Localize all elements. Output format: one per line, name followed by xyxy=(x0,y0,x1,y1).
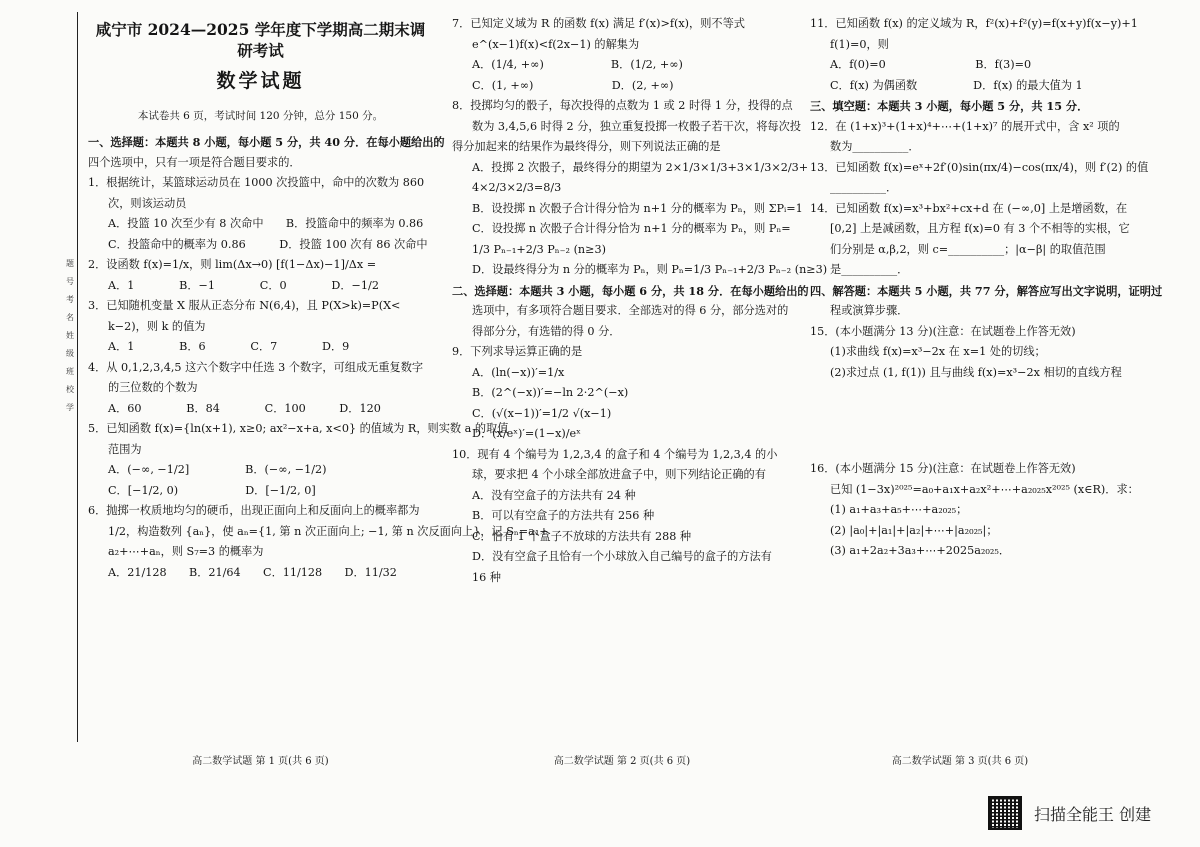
text-line: 5．已知函数 f(x)={ln(x+1), x≥0; ax²−x+a, x<0} 的值域为 R，则实数 a 的取值 xyxy=(88,422,509,435)
text-line: 数为 3,4,5,6 时得 2 分，独立重复投掷一枚骰子若干次，将每次投 xyxy=(472,119,801,133)
scanner-watermark xyxy=(988,796,1151,830)
page-footer-1: 高二数学试题 第 1 页(共 6 页) xyxy=(192,756,329,767)
binding-label: 考 xyxy=(66,295,74,304)
binding-label: 号 xyxy=(66,277,74,286)
text-line: C．设投掷 n 次骰子合计得分恰为 n+1 分的概率为 Pₙ，则 Pₙ= xyxy=(472,222,791,235)
text-line: B．设投掷 n 次骰子合计得分恰为 n+1 分的概率为 Pₙ，则 ΣPᵢ=1 xyxy=(472,201,803,215)
text-line: A．(1/4, +∞) B．(1/2, +∞) xyxy=(472,58,683,71)
text-line: A．(−∞, −1/2] B．(−∞, −1/2) xyxy=(108,463,327,476)
text-line: (3) a₁+2a₂+3a₃+⋯+2025a₂₀₂₅． xyxy=(830,544,1011,557)
text-line: 们分别是 α,β,2，则 c=__________；|α−β| 的取值范围 xyxy=(830,242,1106,256)
text-line: A．1 B．6 C．7 D．9 xyxy=(108,340,350,353)
text-line: 7．已知定义域为 R 的函数 f(x) 满足 f′(x)>f(x)，则不等式 xyxy=(452,17,745,30)
text-line: 次，则该运动员 xyxy=(108,196,187,210)
text-line: C．恰有 1 个盒子不放球的方法共有 288 种 xyxy=(472,529,692,543)
text-line: 三、填空题：本题共 3 小题，每小题 5 分，共 15 分． xyxy=(810,99,1089,113)
text-line: D．没有空盒子且恰有一个小球放入自己编号的盒子的方法有 xyxy=(472,550,772,563)
qr-code-icon xyxy=(988,796,1022,830)
text-line: 范围为 xyxy=(108,442,142,456)
page-2-questions xyxy=(452,14,828,588)
text-line: D．(x/eˣ)′=(1−x)/eˣ xyxy=(472,427,581,440)
text-line: 二、选择题：本题共 3 小题，每小题 6 分，共 18 分．在每小题给出的 xyxy=(452,283,809,298)
page-footer-2: 高二数学试题 第 2 页(共 6 页) xyxy=(553,756,691,767)
exam-title: 咸宁市 2024—2025 学年度下学期高二期末调研考试 xyxy=(95,20,426,60)
text-line: A．f(0)=0 B．f(3)=0 xyxy=(830,58,1032,71)
text-line: 4．从 0,1,2,3,4,5 这六个数字中任选 3 个数字，可组成无重复数字 xyxy=(88,360,424,374)
text-line: 四、解答题：本题共 5 小题，共 77 分，解答应写出文字说明，证明过 xyxy=(810,283,1163,298)
column-page-3 xyxy=(810,14,1190,562)
binding-label: 题 xyxy=(66,259,74,268)
text-line: 13．已知函数 f(x)=eˣ+2f′(0)sin(πx/4)−cos(πx/4)，则 f′(2) 的值 xyxy=(810,160,1149,174)
text-line: 1/2，构造数列 {aₙ}，使 aₙ={1, 第 n 次正面向上; −1, 第 n 次反面向上}，记 Sₙ=a₁+ xyxy=(108,524,549,538)
text-line: 已知 (1−3x)²⁰²⁵=a₀+a₁x+a₂x²+⋯+a₂₀₂₅x²⁰²⁵ (x∈R)．求： xyxy=(830,482,1139,496)
page-3-question-16 xyxy=(810,459,1190,562)
text-line: A．(ln(−x))′=1/x xyxy=(472,365,565,379)
text-line: 球，要求把 4 个小球全部放进盒子中，则下列结论正确的有 xyxy=(472,468,766,481)
text-line: a₂+⋯+aₙ，则 S₇=3 的概率为 xyxy=(108,545,264,558)
text-line: 1．根据统计，某篮球运动员在 1000 次投篮中，命中的次数为 860 xyxy=(88,176,425,189)
text-line: 选项中，有多项符合题目要求．全部选对的得 6 分，部分选对的 xyxy=(472,304,789,317)
binding-label: 级 xyxy=(66,349,74,358)
text-line: 16．(本小题满分 15 分)(注意：在试题卷上作答无效) xyxy=(810,462,1076,475)
text-line: e^(x−1)f(x)<f(2x−1) 的解集为 xyxy=(472,37,640,51)
text-line: 6．抛掷一枚质地均匀的硬币，出现正面向上和反面向上的概率都为 xyxy=(88,504,420,517)
page-footer-3: 高二数学试题 第 3 页(共 6 页) xyxy=(891,756,1029,767)
text-line: A．60 B．84 C．100 D．120 xyxy=(108,401,381,415)
text-line: (2)求过点 (1, f(1)) 且与曲线 f(x)=x³−2x 相切的直线方程 xyxy=(830,365,1122,379)
text-line: C．(1, +∞) D．(2, +∞) xyxy=(472,78,674,92)
text-line: k−2)，则 k 的值为 xyxy=(108,319,206,333)
text-line: f(1)=0，则 xyxy=(830,37,889,51)
subject-title: 数学试题 xyxy=(216,70,305,92)
text-line: B．可以有空盒子的方法共有 256 种 xyxy=(472,509,655,522)
text-line: 11．已知函数 f(x) 的定义域为 R，f²(x)+f²(y)=f(x+y)f(x−y)+1 xyxy=(810,17,1138,30)
text-line: (1)求曲线 f(x)=x³−2x 在 x=1 处的切线； xyxy=(830,345,1046,358)
text-line: C．投篮命中的概率为 0.86 D．投篮 100 次有 86 次命中 xyxy=(108,237,428,251)
page-3-questions xyxy=(810,14,1190,383)
text-line: (2) |a₀|+|a₁|+|a₂|+⋯+|a₂₀₂₅|； xyxy=(830,523,998,537)
text-line: A．21/128 B．21/64 C．11/128 D．11/32 xyxy=(108,565,397,579)
binding-label: 班 xyxy=(66,367,74,376)
text-line: 8．投掷均匀的骰子，每次投得的点数为 1 或 2 时得 1 分，投得的点 xyxy=(452,99,793,112)
column-page-2 xyxy=(452,14,828,588)
text-line: 的三位数的个数为 xyxy=(108,381,198,394)
text-line: C．[−1/2, 0) D．[−1/2, 0] xyxy=(108,483,316,497)
text-line: A．投掷 2 次骰子，最终得分的期望为 2×1/3×1/3+3×1/3×2/3+ xyxy=(472,160,809,174)
text-line: C．(√(x−1))′=1/2 √(x−1) xyxy=(472,406,612,420)
brand-text: 扫描全能王 创建 xyxy=(1034,804,1152,824)
exam-info: 本试卷共 6 页，考试时间 120 分钟，总分 150 分。 xyxy=(137,109,384,122)
text-line: (1) a₁+a₃+a₅+⋯+a₂₀₂₅； xyxy=(830,503,968,516)
text-line: 1/3 Pₙ₋₁+2/3 Pₙ₋₂ (n≥3) xyxy=(472,242,606,256)
binding-label: 名 xyxy=(66,313,74,322)
text-line: A．投篮 10 次至少有 8 次命中 B．投篮命中的频率为 0.86 xyxy=(108,217,424,230)
text-line: 9．下列求导运算正确的是 xyxy=(452,345,583,358)
text-line: 3．已知随机变量 X 服从正态分布 N(6,4)，且 P(X>k)=P(X< xyxy=(88,299,401,312)
binding-labels xyxy=(66,255,76,417)
text-line: C．f(x) 为偶函数 D．f(x) 的最大值为 1 xyxy=(830,78,1083,92)
text-line: 得分加起来的结果作为最终得分，则下列说法正确的是 xyxy=(452,140,721,153)
text-line: D．设最终得分为 n 分的概率为 Pₙ，则 Pₙ=1/3 Pₙ₋₁+2/3 Pₙ₋₂ (n≥3) xyxy=(472,263,828,276)
text-line: 得部分分，有选错的得 0 分． xyxy=(472,324,621,338)
text-line: 12．在 (1+x)³+(1+x)⁴+⋯+(1+x)⁷ 的展开式中，含 x² 项的 xyxy=(810,119,1120,133)
text-line: 2．设函数 f(x)=1/x，则 lim(Δx→0) [f(1−Δx)−1]/Δx = xyxy=(88,258,377,271)
text-line: 10．现有 4 个编号为 1,2,3,4 的盒子和 4 个编号为 1,2,3,4 的小 xyxy=(452,447,778,461)
text-line: A．没有空盒子的方法共有 24 种 xyxy=(472,488,636,502)
text-line: 一、选择题：本题共 8 小题，每小题 5 分，共 40 分．在每小题给出的 xyxy=(88,135,445,149)
binding-label: 姓 xyxy=(66,331,74,340)
text-line: 4×2/3×2/3=8/3 xyxy=(472,181,562,194)
binding-line xyxy=(77,12,78,742)
text-line: 四个选项中，只有一项是符合题目要求的． xyxy=(88,155,301,169)
binding-label: 校 xyxy=(66,385,74,394)
answer-space xyxy=(810,383,1190,459)
text-line: B．(2^(−x))′=−ln 2·2^(−x) xyxy=(472,386,629,399)
text-line: 14．已知函数 f(x)=x³+bx²+cx+d 在 (−∞,0] 上是增函数，在 xyxy=(810,201,1128,215)
text-line: A．1 B．−1 C．0 D．−1/2 xyxy=(108,278,379,292)
text-line: [0,2] 上是减函数，且方程 f(x)=0 有 3 个不相等的实根，它 xyxy=(830,222,1130,235)
text-line: 数为__________． xyxy=(830,140,920,153)
text-line: __________． xyxy=(830,181,898,194)
binding-label: 学 xyxy=(66,403,74,412)
text-line: 是__________． xyxy=(830,263,909,276)
text-line: 16 种 xyxy=(472,570,501,584)
text-line: 15．(本小题满分 13 分)(注意：在试题卷上作答无效) xyxy=(810,324,1076,338)
text-line: 程或演算步骤． xyxy=(830,304,909,317)
